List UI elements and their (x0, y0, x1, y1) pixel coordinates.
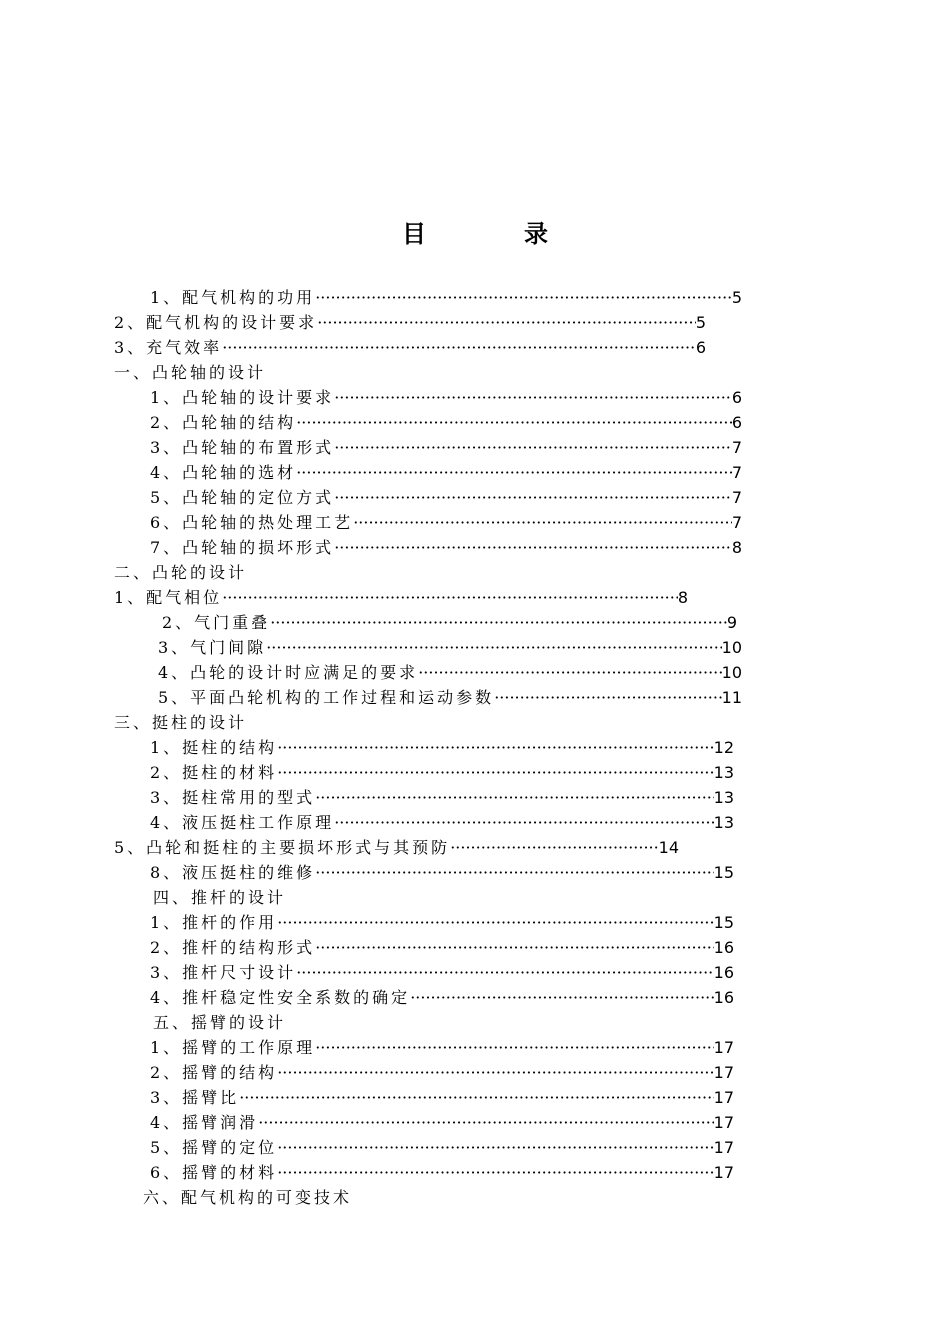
toc-entry[interactable]: 4、凸轮轴的选材 ····· 7 (150, 461, 742, 485)
toc-entry[interactable]: 4、液压挺柱工作原理 ····· 13 (150, 811, 734, 835)
toc-entry[interactable]: 2、配气机构的设计要求 ····· 5 (114, 311, 706, 335)
toc-entry[interactable]: 2、气门重叠 ····· 9 (162, 611, 737, 635)
toc-entry[interactable]: 3、充气效率 ····· 6 (114, 336, 706, 360)
toc-entry[interactable]: 3、挺柱常用的型式 ····· 13 (150, 786, 734, 810)
toc-entry[interactable]: 8、液压挺柱的维修 ····· 15 (150, 861, 734, 885)
toc-entry[interactable]: 4、凸轮的设计时应满足的要求 ····· 10 (158, 661, 742, 685)
toc-entry[interactable]: 7、凸轮轴的损坏形式 ····· 8 (150, 536, 742, 560)
toc-entry[interactable]: 6、摇臂的材料 ····· 17 (150, 1161, 734, 1185)
toc-entry[interactable]: 3、摇臂比 ····· 17 (150, 1086, 734, 1110)
toc-heading[interactable]: 二、凸轮的设计 (114, 563, 248, 582)
toc-heading[interactable]: 一、凸轮轴的设计 (114, 363, 267, 382)
toc-entry[interactable]: 3、推杆尺寸设计 ····· 16 (150, 961, 734, 985)
toc-heading[interactable]: 四、推杆的设计 (153, 888, 287, 907)
toc-entry[interactable]: 1、凸轮轴的设计要求 ····· 6 (150, 386, 742, 410)
toc-entry[interactable]: 1、摇臂的工作原理 ····· 17 (150, 1036, 734, 1060)
toc-entry[interactable]: 3、凸轮轴的布置形式 ····· 7 (150, 436, 742, 460)
toc-entry[interactable]: 1、配气相位 ····· 8 (114, 586, 688, 610)
toc-entry[interactable]: 2、凸轮轴的结构 ····· 6 (150, 411, 742, 435)
toc-entry[interactable]: 2、推杆的结构形式 ····· 16 (150, 936, 734, 960)
toc-entry[interactable]: 2、挺柱的材料 ····· 13 (150, 761, 734, 785)
toc-entry[interactable]: 5、凸轮轴的定位方式 ····· 7 (150, 486, 742, 510)
toc-entry[interactable]: 5、摇臂的定位 ····· 17 (150, 1136, 734, 1160)
toc-entry[interactable]: 1、挺柱的结构 ····· 12 (150, 736, 734, 760)
toc-heading[interactable]: 五、摇臂的设计 (153, 1013, 287, 1032)
toc-entry[interactable]: 6、凸轮轴的热处理工艺 ····· 7 (150, 511, 742, 535)
toc-entry[interactable]: 3、气门间隙 ····· 10 (158, 636, 742, 660)
toc-entry[interactable]: 5、凸轮和挺柱的主要损坏形式与其预防 ····· 14 (114, 836, 679, 860)
toc-heading[interactable]: 六、配气机构的可变技术 (143, 1188, 353, 1207)
toc-entry[interactable]: 1、推杆的作用 ····· 15 (150, 911, 734, 935)
title-char-2: 录 (524, 219, 548, 248)
toc-entry[interactable]: 4、推杆稳定性安全系数的确定 ····· 16 (150, 986, 734, 1010)
toc-entry[interactable]: 2、摇臂的结构 ····· 17 (150, 1061, 734, 1085)
title-char-1: 目 (402, 219, 426, 248)
toc-entry[interactable]: 5、平面凸轮机构的工作过程和运动参数 ····· 11 (158, 686, 742, 710)
toc-entry[interactable]: 1、配气机构的功用 ····· 5 (150, 286, 742, 310)
toc-heading[interactable]: 三、挺柱的设计 (114, 713, 248, 732)
toc-entry[interactable]: 4、摇臂润滑 ····· 17 (150, 1111, 734, 1135)
page-title (0, 214, 950, 249)
